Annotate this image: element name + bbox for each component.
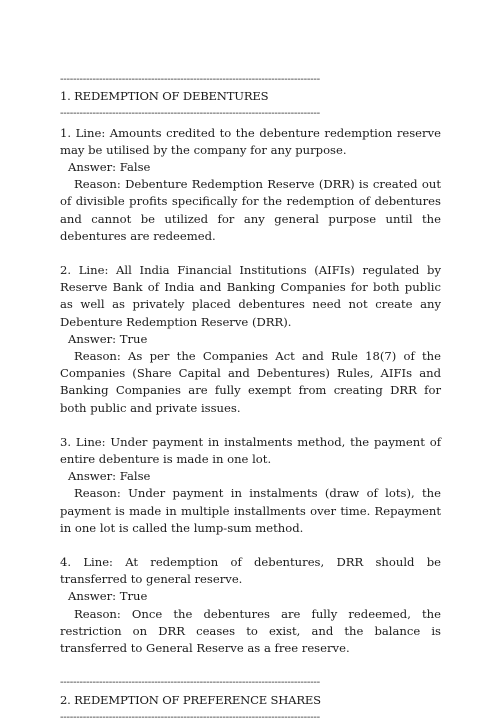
question-text: 1. Line: Amounts credited to the debenture redemption reserve may be utilised by the company for any purpose. <box>60 125 441 157</box>
section-preference-shares <box>60 674 441 726</box>
reason-text: Reason: As per the Companies Act and Rule 18(7) of the Companies (Share Capital and Debentures) Rules, AIFIs and Banking Companies are fully exempt from creating DRR for both public and private issues. <box>60 349 441 415</box>
answer-text: Answer: True <box>68 331 148 346</box>
answer-text: Answer: True <box>68 589 148 604</box>
section-heading-debentures: 1. REDEMPTION OF DEBENTURES <box>60 89 269 104</box>
divider-line: -------------------------------------------------------------------------------- <box>60 73 320 85</box>
question-item-3 <box>60 434 441 537</box>
divider-line: -------------------------------------------------------------------------------- <box>60 710 320 723</box>
reason-text: Reason: Once the debentures are fully redeemed, the restriction on DRR ceases to exist, and the balance is transferred to General Reserve as a free reserve. <box>60 606 441 656</box>
divider-line: -------------------------------------------------------------------------------- <box>60 107 320 120</box>
question-text: 3. Line: Under payment in instalments method, the payment of entire debenture is made in one lot. <box>60 434 441 467</box>
reason-text: Reason: Debenture Redemption Reserve (DRR) is created out of divisible profits specifically for the redemption of debentures and cannot be utilized for any general purpose until the debentures are redeemed. <box>60 177 441 243</box>
question-text: 4. Line: At redemption of debentures, DRR should be transferred to general reserve. <box>60 555 441 587</box>
question-item-2 <box>60 262 441 417</box>
divider-line: -------------------------------------------------------------------------------- <box>60 676 320 689</box>
answer-text: Answer: False <box>68 160 151 175</box>
reason-text: Reason: Under payment in instalments (draw of lots), the payment is made in multiple installments over time. Repayment in one lot is called the lump-sum method. <box>60 486 441 535</box>
document-page <box>60 71 441 726</box>
question-item-1 <box>60 125 441 245</box>
question-text: 2. Line: All India Financial Institutions (AIFIs) regulated by Reserve Bank of India and Banking Companies for both public as well as privately placed debentures need not create any Debenture Redemption Reserve (DRR). <box>60 263 441 329</box>
question-item-4 <box>60 554 441 657</box>
answer-text: Answer: False <box>68 469 151 484</box>
section-heading-preference-shares: 2. REDEMPTION OF PREFERENCE SHARES <box>60 692 321 707</box>
